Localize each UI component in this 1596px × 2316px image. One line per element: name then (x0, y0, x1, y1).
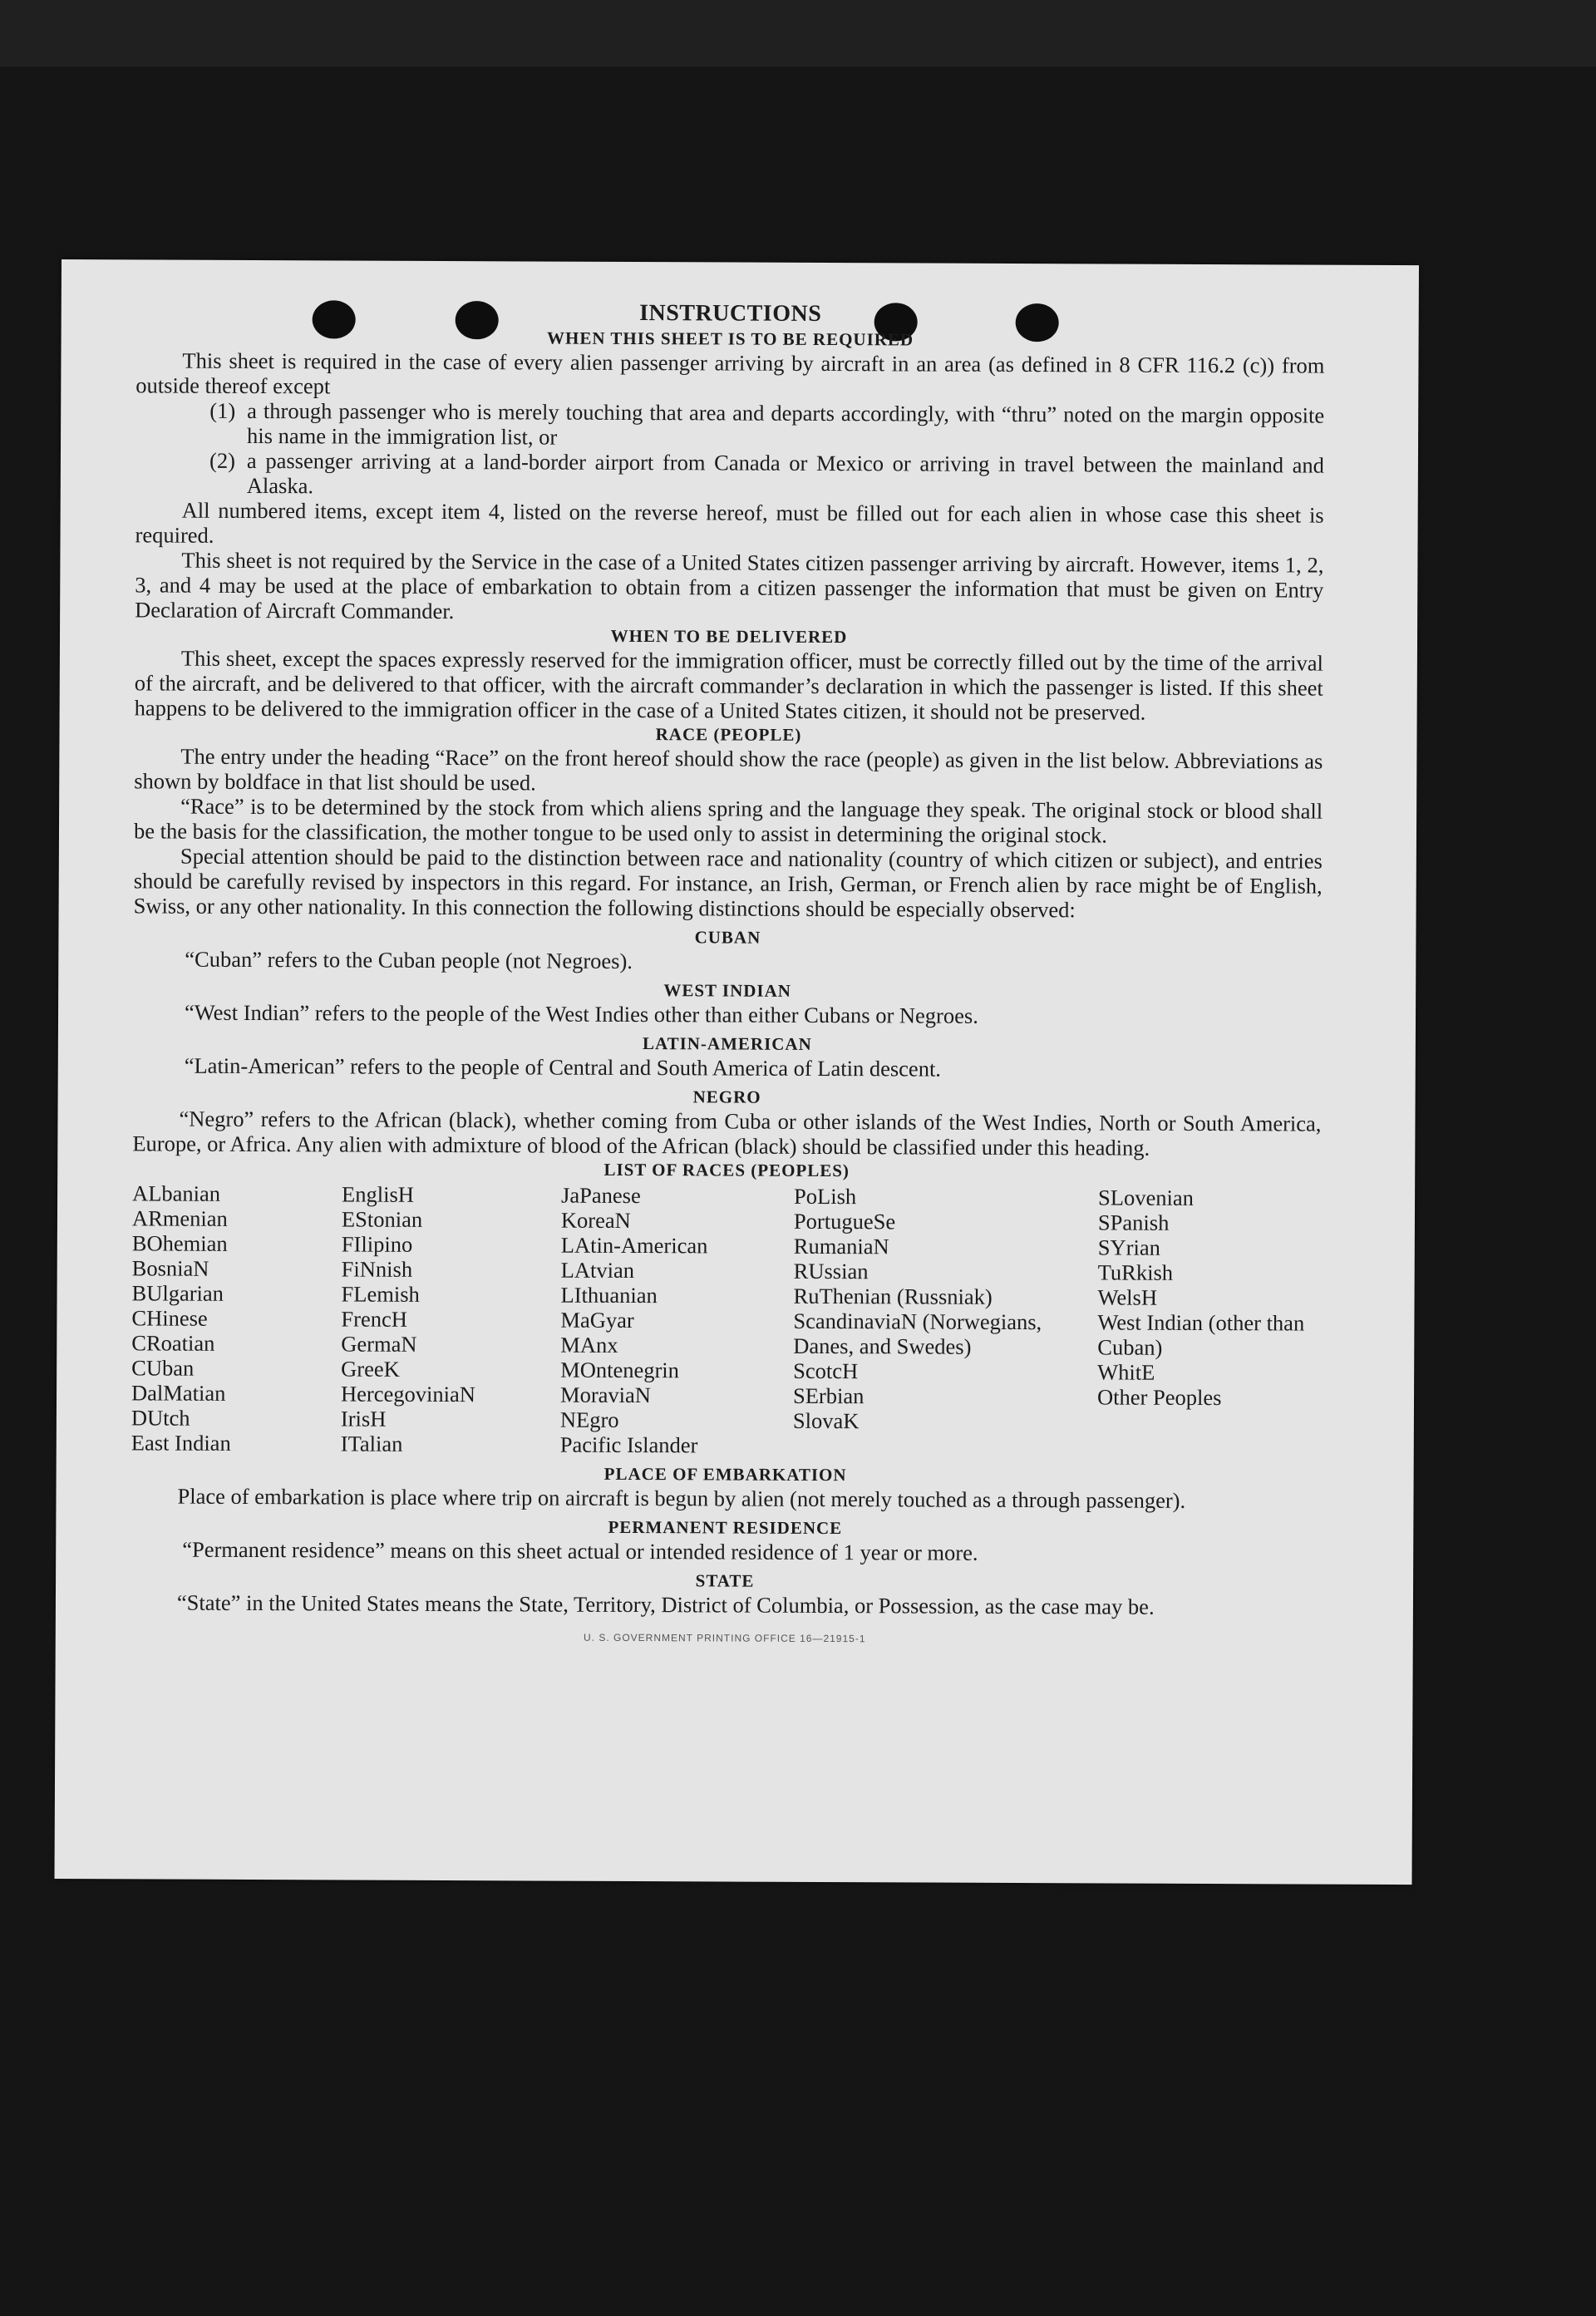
race-entry: GreeK (341, 1356, 400, 1382)
paragraph: “Race” is to be determined by the stock from which aliens spring and the language they speak. The original stock or blood shall be the basis for the classification, the mother tongue to be used only to assist in determining the original stock. (133, 793, 1323, 848)
race-entry: MOntenegrin (560, 1357, 680, 1383)
paragraph: “Cuban” refers to the Cuban people (not Negroes). (185, 946, 633, 974)
race-entry: BOhemian (131, 1230, 228, 1256)
race-entry: West Indian (other than Cuban) (1097, 1309, 1305, 1360)
race-entry: DUtch (131, 1405, 190, 1431)
race-column (793, 1184, 1098, 1460)
race-entry: NEgro (559, 1407, 619, 1432)
race-column (131, 1180, 342, 1456)
race-entry: KoreaN (560, 1207, 631, 1233)
paragraph: All numbered items, except item 4, listed on the reverse hereof, must be filled out for each alien in whose case this sheet is required. (135, 497, 1324, 548)
race-entry: ALbanian (132, 1180, 221, 1206)
race-entry: BUlgarian (131, 1280, 224, 1306)
section-heading: NEGRO (692, 1087, 761, 1107)
race-list (131, 1180, 1321, 1460)
section-heading: LIST OF RACES (PEOPLES) (603, 1159, 850, 1181)
item-text: a passenger arriving at a land-border airport from Canada or Mexico or arriving in travel between the mainland and Alaska. (246, 447, 1324, 499)
sheet-content (131, 298, 1325, 1653)
race-entry: East Indian (131, 1430, 231, 1456)
race-entry: FiNnish (341, 1256, 413, 1282)
race-entry: SYrian (1097, 1234, 1160, 1260)
race-entry: HercegoviniaN (340, 1381, 475, 1407)
race-entry: ARmenian (131, 1205, 228, 1231)
race-entry: TuRkish (1097, 1259, 1174, 1285)
race-column (341, 1181, 561, 1456)
race-entry: MoraviaN (559, 1382, 652, 1408)
race-entry: WhitE (1097, 1359, 1155, 1385)
list-item (135, 447, 1324, 502)
paragraph: This sheet is required in the case of every alien passenger arriving by aircraft in an area (as defined in 8 CFR 116.2 (c)) from outside thereof except (135, 347, 1325, 399)
race-entry: IrisH (340, 1406, 387, 1431)
section-heading: WEST INDIAN (663, 980, 792, 1001)
paragraph: “Latin-American” refers to the people of Central and South America of Latin descent. (184, 1052, 942, 1082)
section-heading: WHEN TO BE DELIVERED (610, 625, 848, 648)
printer-imprint: U. S. GOVERNMENT PRINTING OFFICE 16—21915-1 (583, 1631, 866, 1645)
race-entry: CUban (131, 1355, 195, 1381)
paragraph: The entry under the heading “Race” on the front hereof should show the race (people) as given in the list below. Abbreviations as shown by boldface in that list should be used. (134, 743, 1323, 796)
section-heading: STATE (695, 1570, 755, 1591)
section-heading: PLACE OF EMBARKATION (603, 1463, 847, 1486)
race-entry: MAnx (560, 1332, 618, 1358)
section-heading: LATIN-AMERICAN (642, 1033, 812, 1054)
race-entry: Pacific Islander (559, 1431, 698, 1458)
race-entry: EStonian (341, 1206, 423, 1232)
race-entry: RumaniaN (793, 1233, 889, 1259)
race-entry: ITalian (340, 1431, 403, 1456)
race-entry: SLovenian (1098, 1185, 1194, 1210)
paragraph: This sheet is not required by the Service in the case of a United States citizen passenger arriving by aircraft. However, items 1, 2, 3, and 4 may be used at the place of embarkation to obtain from a citizen passenger the information that must be given on Entry Declaration of Aircraft Commander. (135, 547, 1324, 624)
section-heading: WHEN THIS SHEET IS TO BE REQUIRED (546, 328, 914, 350)
race-entry: CHinese (131, 1305, 208, 1331)
race-entry: BosniaN (131, 1255, 209, 1281)
race-column (1097, 1185, 1321, 1460)
race-entry: CRoatian (131, 1330, 215, 1356)
race-entry: LAtin-American (560, 1232, 708, 1259)
page-title: INSTRUCTIONS (639, 300, 822, 327)
race-entry: SlovaK (792, 1407, 860, 1434)
race-entry: EnglisH (342, 1181, 415, 1207)
race-entry: PoLish (794, 1183, 857, 1210)
race-entry: RUssian (793, 1258, 869, 1284)
race-entry: PortugueSe (793, 1208, 896, 1234)
section-heading: CUBAN (694, 927, 761, 948)
paragraph: “West Indian” refers to the people of the West Indies other than either Cubans or Negroes. (184, 999, 978, 1028)
race-entry: RuThenian (Russniak) (793, 1283, 993, 1309)
race-entry: JaPanese (561, 1182, 641, 1209)
paragraph: “Permanent residence” means on this sheet actual or intended residence of 1 year or more. (182, 1536, 978, 1565)
race-entry: LAtvian (560, 1257, 635, 1284)
item-number: (1) (209, 397, 236, 423)
race-entry: FLemish (341, 1281, 420, 1307)
race-entry: FIlipino (341, 1231, 413, 1257)
paragraph: “Negro” refers to the African (black), whether coming from Cuba or other islands of the West Indies, North or South America, Europe, or Africa. Any alien with admixture of blood of the African (black) should be classified under this heading. (132, 1106, 1322, 1160)
section-heading: RACE (PEOPLE) (655, 724, 802, 745)
paragraph: Place of embarkation is place where trip on aircraft is begun by alien (not merely touched as a through passenger). (177, 1483, 1186, 1513)
race-entry: ScotcH (793, 1358, 859, 1384)
scan-background-edge (0, 0, 1596, 67)
item-number: (2) (209, 447, 236, 473)
paragraph: Special attention should be paid to the distinction between race and nationality (country of which citizen or subject), and entries should be carefully revised by inspectors in this regard. For instance, an Irish, German, or French alien by race might be of English, Swiss, or any other nationality. In this connection the following distinctions should be especially observed: (133, 843, 1323, 923)
race-entry: SErbian (792, 1382, 864, 1409)
race-entry: Other Peoples (1096, 1384, 1222, 1411)
paragraph: This sheet, except the spaces expressly reserved for the immigration officer, must be correctly filled out by the time of the arrival of the aircraft, and be delivered to that officer, with the aircraft commander’s declaration in which the passenger is listed. If this sheet happens to be delivered to the immigration officer in the case of a United States citizen, it should not be preserved. (134, 645, 1323, 725)
list-item (135, 397, 1324, 452)
instruction-sheet (55, 259, 1419, 1885)
race-entry: MaGyar (560, 1307, 634, 1333)
race-entry: ScandinaviaN (Norwegians, Danes, and Swedes) (793, 1308, 1042, 1359)
race-column (560, 1183, 794, 1458)
race-entry: DalMatian (131, 1380, 226, 1406)
item-text: a through passenger who is merely touching that area and departs accordingly, with “thru” noted on the margin opposite his name in the immigration list, or (247, 397, 1325, 450)
paragraph: “State” in the United States means the State, Territory, District of Columbia, or Possession, as the case may be. (176, 1589, 1155, 1619)
race-entry: FrencH (341, 1306, 407, 1332)
race-entry: WelsH (1097, 1284, 1158, 1310)
race-entry: GermaN (341, 1331, 417, 1357)
section-heading: PERMANENT RESIDENCE (608, 1516, 843, 1539)
race-entry: SPanish (1097, 1210, 1170, 1235)
race-entry: LIthuanian (560, 1282, 658, 1308)
